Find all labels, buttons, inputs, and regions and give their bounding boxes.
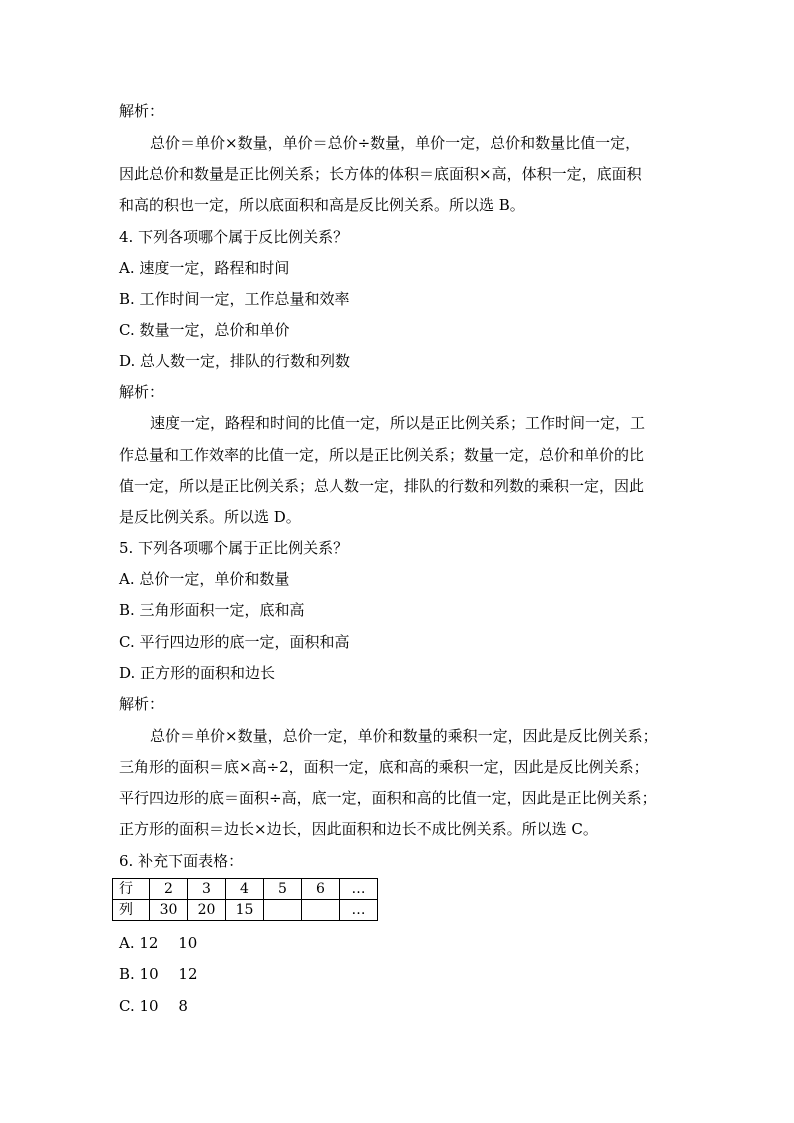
- analysis-text: 平行四边形的底＝面积÷高，底一定，面积和高的比值一定，因此是正比例关系；: [119, 789, 657, 807]
- analysis-text: 因此总价和数量是正比例关系；长方体的体积＝底面积×高，体积一定，底面积: [119, 165, 642, 183]
- table-cell: …: [340, 879, 378, 900]
- analysis-text: 总价＝单价×数量，单价＝总价÷数量，单价一定，总价和数量比值一定，: [150, 134, 641, 152]
- table-row: [113, 879, 378, 900]
- analysis-text: 正方形的面积＝边长×边长，因此面积和边长不成比例关系。所以选 C。: [119, 820, 598, 838]
- fill-table: [112, 878, 378, 921]
- analysis-label: 解析：: [119, 695, 165, 713]
- option-a: A. 速度一定，路程和时间: [119, 259, 290, 277]
- table-cell: 6: [302, 879, 340, 900]
- table-row: [113, 900, 378, 921]
- option-b: B. 三角形面积一定，底和高: [119, 601, 305, 619]
- table-cell: 5: [264, 879, 302, 900]
- table-cell: 20: [188, 900, 226, 921]
- table-cell: 2: [150, 879, 188, 900]
- option-a: A. 12 10: [119, 934, 198, 952]
- option-c: C. 10 8: [119, 997, 188, 1015]
- analysis-text: 是反比例关系。所以选 D。: [119, 508, 301, 526]
- option-b: B. 10 12: [119, 965, 198, 983]
- option-b: B. 工作时间一定，工作总量和效率: [119, 290, 350, 308]
- question-4: 4. 下列各项哪个属于反比例关系？: [119, 228, 349, 246]
- table-cell: 列: [113, 900, 150, 921]
- table-cell: 3: [188, 879, 226, 900]
- question-5: 5. 下列各项哪个属于正比例关系？: [119, 539, 349, 557]
- option-c: C. 平行四边形的底一定，面积和高: [119, 633, 350, 651]
- analysis-text: 三角形的面积＝底×高÷2，面积一定，底和高的乘积一定，因此是反比例关系；: [119, 758, 649, 776]
- analysis-label: 解析：: [119, 102, 165, 120]
- table-cell: [302, 900, 340, 921]
- analysis-text: 速度一定，路程和时间的比值一定，所以是正比例关系；工作时间一定，工: [150, 414, 646, 432]
- option-d: D. 正方形的面积和边长: [119, 664, 276, 682]
- table-cell: 4: [226, 879, 264, 900]
- analysis-text: 值一定，所以是正比例关系；总人数一定，排队的行数和列数的乘积一定，因此: [119, 477, 645, 495]
- analysis-text: 作总量和工作效率的比值一定，所以是正比例关系；数量一定，总价和单价的比: [119, 446, 645, 464]
- table-cell: 15: [226, 900, 264, 921]
- analysis-text: 总价＝单价×数量，总价一定，单价和数量的乘积一定，因此是反比例关系；: [150, 727, 658, 745]
- table-cell: 行: [113, 879, 150, 900]
- option-c: C. 数量一定，总价和单价: [119, 321, 290, 339]
- analysis-label: 解析：: [119, 383, 165, 401]
- table-cell: …: [340, 900, 378, 921]
- question-6: 6. 补充下面表格：: [119, 852, 244, 870]
- option-a: A. 总价一定，单价和数量: [119, 570, 290, 588]
- table-cell: [264, 900, 302, 921]
- table-cell: 30: [150, 900, 188, 921]
- analysis-text: 和高的积也一定，所以底面积和高是反比例关系。所以选 B。: [119, 196, 525, 214]
- option-d: D. 总人数一定，排队的行数和列数: [119, 352, 351, 370]
